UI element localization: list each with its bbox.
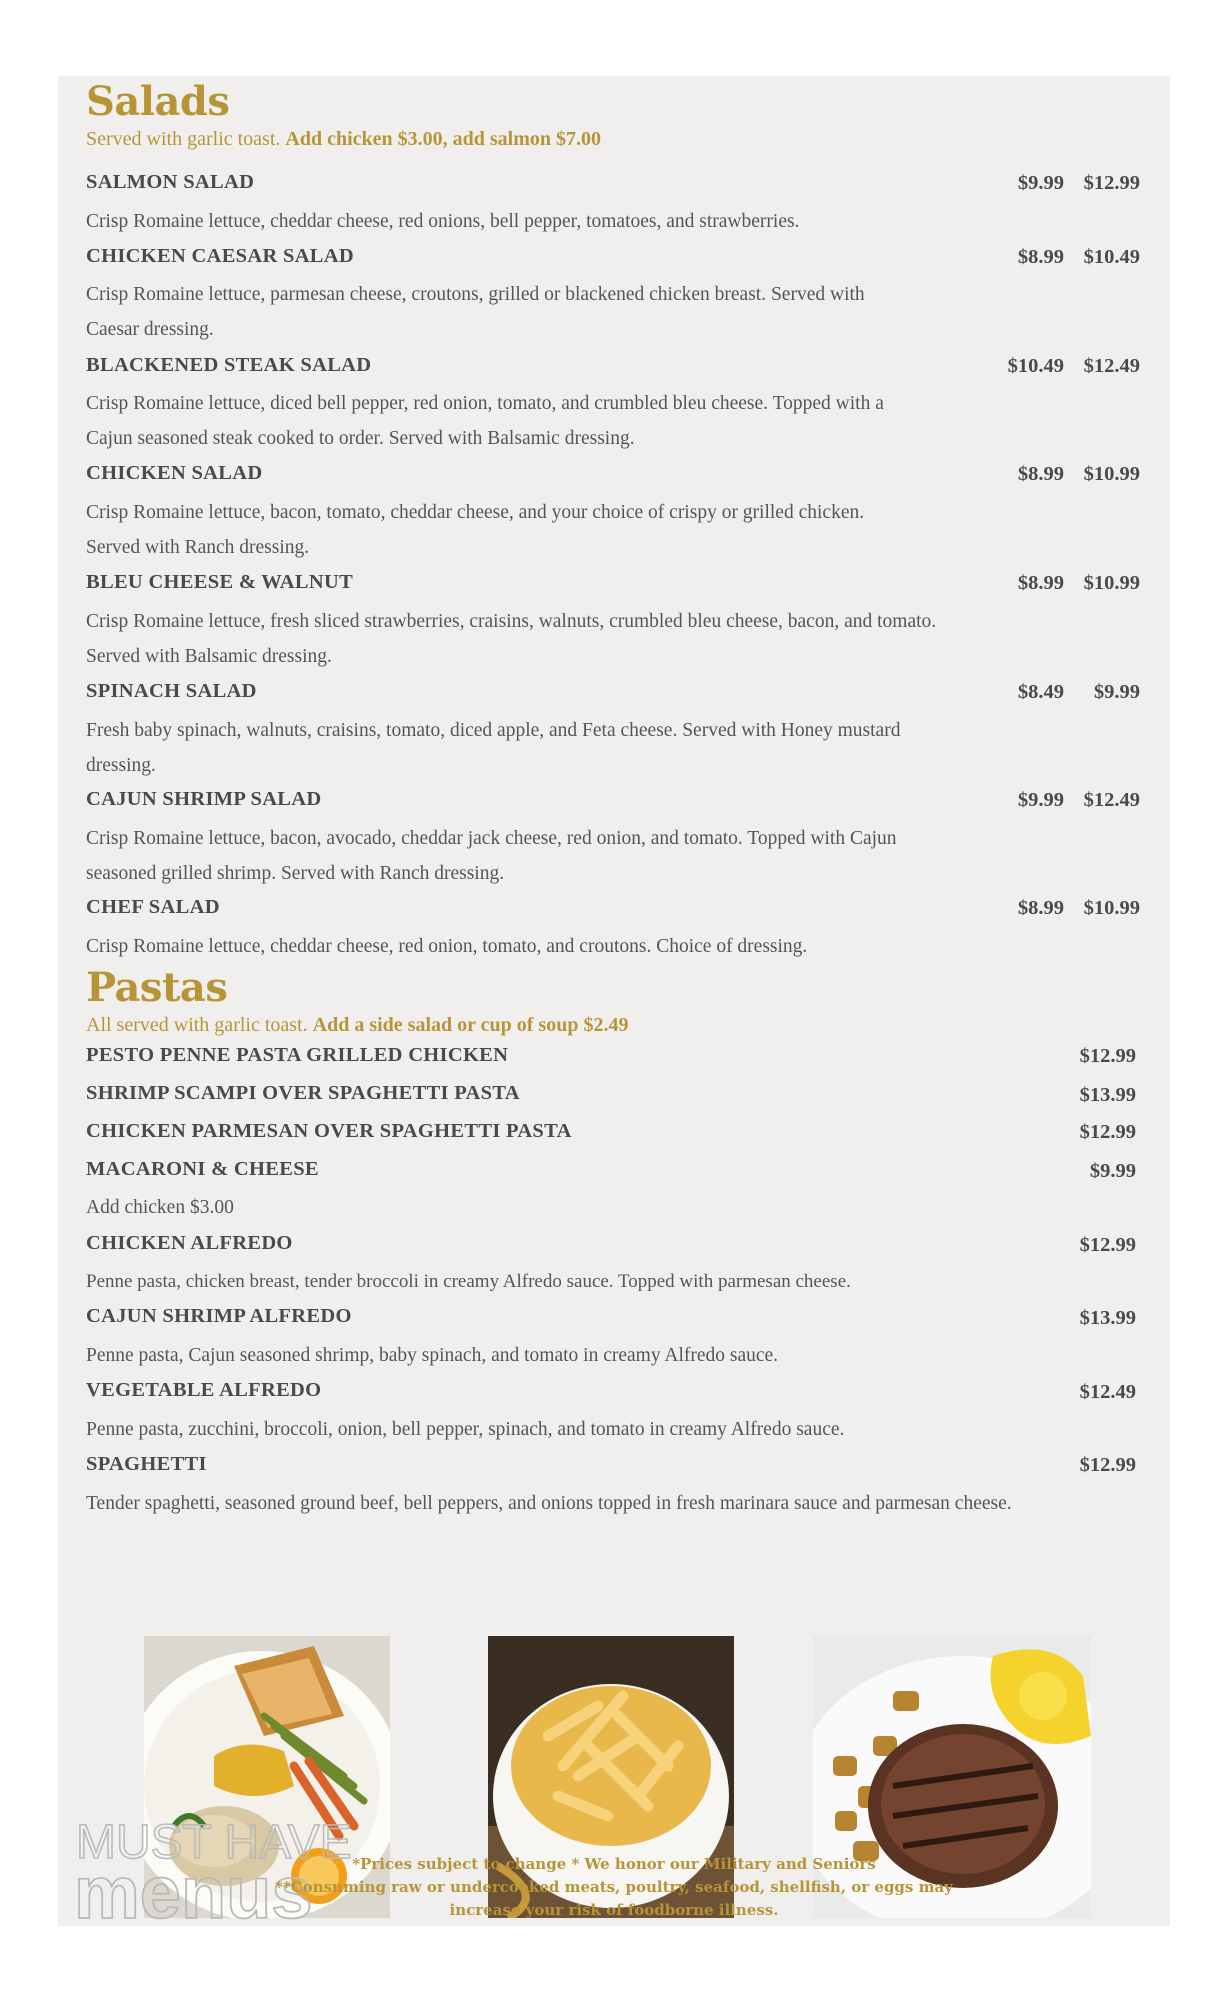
- menu-item-name: PESTO PENNE PASTA GRILLED CHICKEN: [86, 1044, 509, 1066]
- menu-item-description: Crisp Romaine lettuce, fresh sliced strawberries, craisins, walnuts, crumbled bleu cheese, bacon, and tomato. Served with Balsamic dressing.: [86, 611, 937, 667]
- menu-item-name: BLEU CHEESE & WALNUT: [86, 571, 354, 593]
- menu-item-price-small: $8.99: [1017, 897, 1064, 919]
- menu-panel: [58, 76, 1170, 1926]
- menu-item-name: CAJUN SHRIMP SALAD: [86, 788, 322, 810]
- menu-item-name: SPINACH SALAD: [86, 680, 257, 702]
- menu-item-description: Crisp Romaine lettuce, parmesan cheese, croutons, grilled or blackened chicken breast. Served with Caesar dressing.: [86, 284, 865, 340]
- menu-item-price-large: $10.99: [1083, 463, 1140, 485]
- menu-item-price-small: $8.99: [1017, 246, 1064, 268]
- menu-item-name: CAJUN SHRIMP ALFREDO: [86, 1305, 352, 1327]
- menu-item-price-large: $9.99: [1093, 681, 1140, 703]
- menu-item-price-small: $9.99: [1017, 789, 1064, 811]
- menu-item-price: $13.99: [1079, 1307, 1136, 1329]
- menu-item-name: CHICKEN ALFREDO: [86, 1232, 293, 1254]
- menu-item-name: CHICKEN PARMESAN OVER SPAGHETTI PASTA: [86, 1120, 572, 1142]
- salads-title: Salads: [86, 78, 230, 125]
- menu-item-description: Tender spaghetti, seasoned ground beef, bell peppers, and onions topped in fresh marinara sauce and parmesan cheese.: [86, 1493, 1012, 1514]
- menu-item-price-large: $12.99: [1083, 172, 1140, 194]
- menu-item-price: $12.99: [1079, 1121, 1136, 1143]
- menu-item-name: CHICKEN CAESAR SALAD: [86, 245, 354, 267]
- footer-disclaimer: [58, 1853, 1170, 1922]
- menu-item-price-large: $12.49: [1083, 789, 1140, 811]
- menu-item-description: Fresh baby spinach, walnuts, craisins, tomato, diced apple, and Feta cheese. Served with Honey mustard dressing.: [86, 720, 901, 776]
- footer-line-1: *Prices subject to change * We honor our Military and Seniors: [352, 1855, 876, 1873]
- pastas-note-bold: Add a side salad or cup of soup $2.49: [312, 1014, 629, 1036]
- menu-item-price: $12.99: [1079, 1454, 1136, 1476]
- menu-item-price: $13.99: [1079, 1084, 1136, 1106]
- menu-item-description: Crisp Romaine lettuce, bacon, avocado, cheddar jack cheese, red onion, and tomato. Topped with Cajun seasoned grilled shrimp. Served with Ranch dressing.: [86, 828, 897, 884]
- menu-item-price: $12.49: [1079, 1381, 1136, 1403]
- logo-line2: menus: [74, 1851, 313, 1924]
- menu-item-price-small: $8.99: [1017, 463, 1064, 485]
- menu-item-name: BLACKENED STEAK SALAD: [86, 354, 372, 376]
- salads-note-plain: Served with garlic toast.: [86, 128, 281, 150]
- footer-line-3: increase your risk of foodborne illness.: [449, 1901, 779, 1919]
- menu-item-name: SPAGHETTI: [86, 1453, 207, 1475]
- salads-note-bold: Add chicken $3.00, add salmon $7.00: [285, 128, 602, 150]
- logo-line1: MUST HAVE: [76, 1816, 352, 1869]
- menu-item-price-small: $9.99: [1017, 172, 1064, 194]
- menu-item-price-large: $10.99: [1083, 897, 1140, 919]
- menu-item-name: CHICKEN SALAD: [86, 462, 263, 484]
- menu-item-description: Penne pasta, chicken breast, tender broccoli in creamy Alfredo sauce. Topped with parmesan cheese.: [86, 1271, 851, 1292]
- menu-item-price-large: $12.49: [1083, 355, 1140, 377]
- pastas-note: [86, 1014, 628, 1037]
- menu-item-description: Penne pasta, zucchini, broccoli, onion, bell pepper, spinach, and tomato in creamy Alfredo sauce.: [86, 1419, 845, 1440]
- menu-item-description: Crisp Romaine lettuce, cheddar cheese, red onions, bell pepper, tomatoes, and strawberries.: [86, 211, 800, 232]
- pastas-title: Pastas: [86, 964, 228, 1011]
- menu-item-price: $9.99: [1089, 1160, 1136, 1182]
- menu-item-price-large: $10.99: [1083, 572, 1140, 594]
- menu-item-name: VEGETABLE ALFREDO: [86, 1379, 322, 1401]
- menu-item-name: CHEF SALAD: [86, 896, 220, 918]
- pastas-note-plain: All served with garlic toast.: [86, 1014, 308, 1036]
- salads-note: [86, 128, 601, 151]
- menu-item-name: SALMON SALAD: [86, 171, 255, 193]
- menu-item-description: Add chicken $3.00: [86, 1197, 234, 1218]
- menu-item-description: Crisp Romaine lettuce, diced bell pepper, red onion, tomato, and crumbled bleu cheese. Topped with a Cajun seasoned steak cooked to order. Served with Balsamic dressing.: [86, 393, 884, 449]
- menu-item-name: MACARONI & CHEESE: [86, 1158, 319, 1180]
- menu-item-name: SHRIMP SCAMPI OVER SPAGHETTI PASTA: [86, 1082, 520, 1104]
- menu-item-price-large: $10.49: [1083, 246, 1140, 268]
- menu-item-description: Crisp Romaine lettuce, cheddar cheese, red onion, tomato, and croutons. Choice of dressing.: [86, 936, 808, 957]
- menu-item-description: Crisp Romaine lettuce, bacon, tomato, cheddar cheese, and your choice of crispy or grilled chicken. Served with Ranch dressing.: [86, 502, 865, 558]
- menu-item-price-small: $10.49: [1007, 355, 1064, 377]
- footer-line-2: **Consuming raw or undercooked meats, poultry, seafood, shellfish, or eggs may: [275, 1878, 953, 1896]
- menu-item-price-small: $8.99: [1017, 572, 1064, 594]
- menu-item-price-small: $8.49: [1017, 681, 1064, 703]
- menu-item-price: $12.99: [1079, 1045, 1136, 1067]
- menu-item-description: Penne pasta, Cajun seasoned shrimp, baby spinach, and tomato in creamy Alfredo sauce.: [86, 1345, 779, 1366]
- menu-item-price: $12.99: [1079, 1234, 1136, 1256]
